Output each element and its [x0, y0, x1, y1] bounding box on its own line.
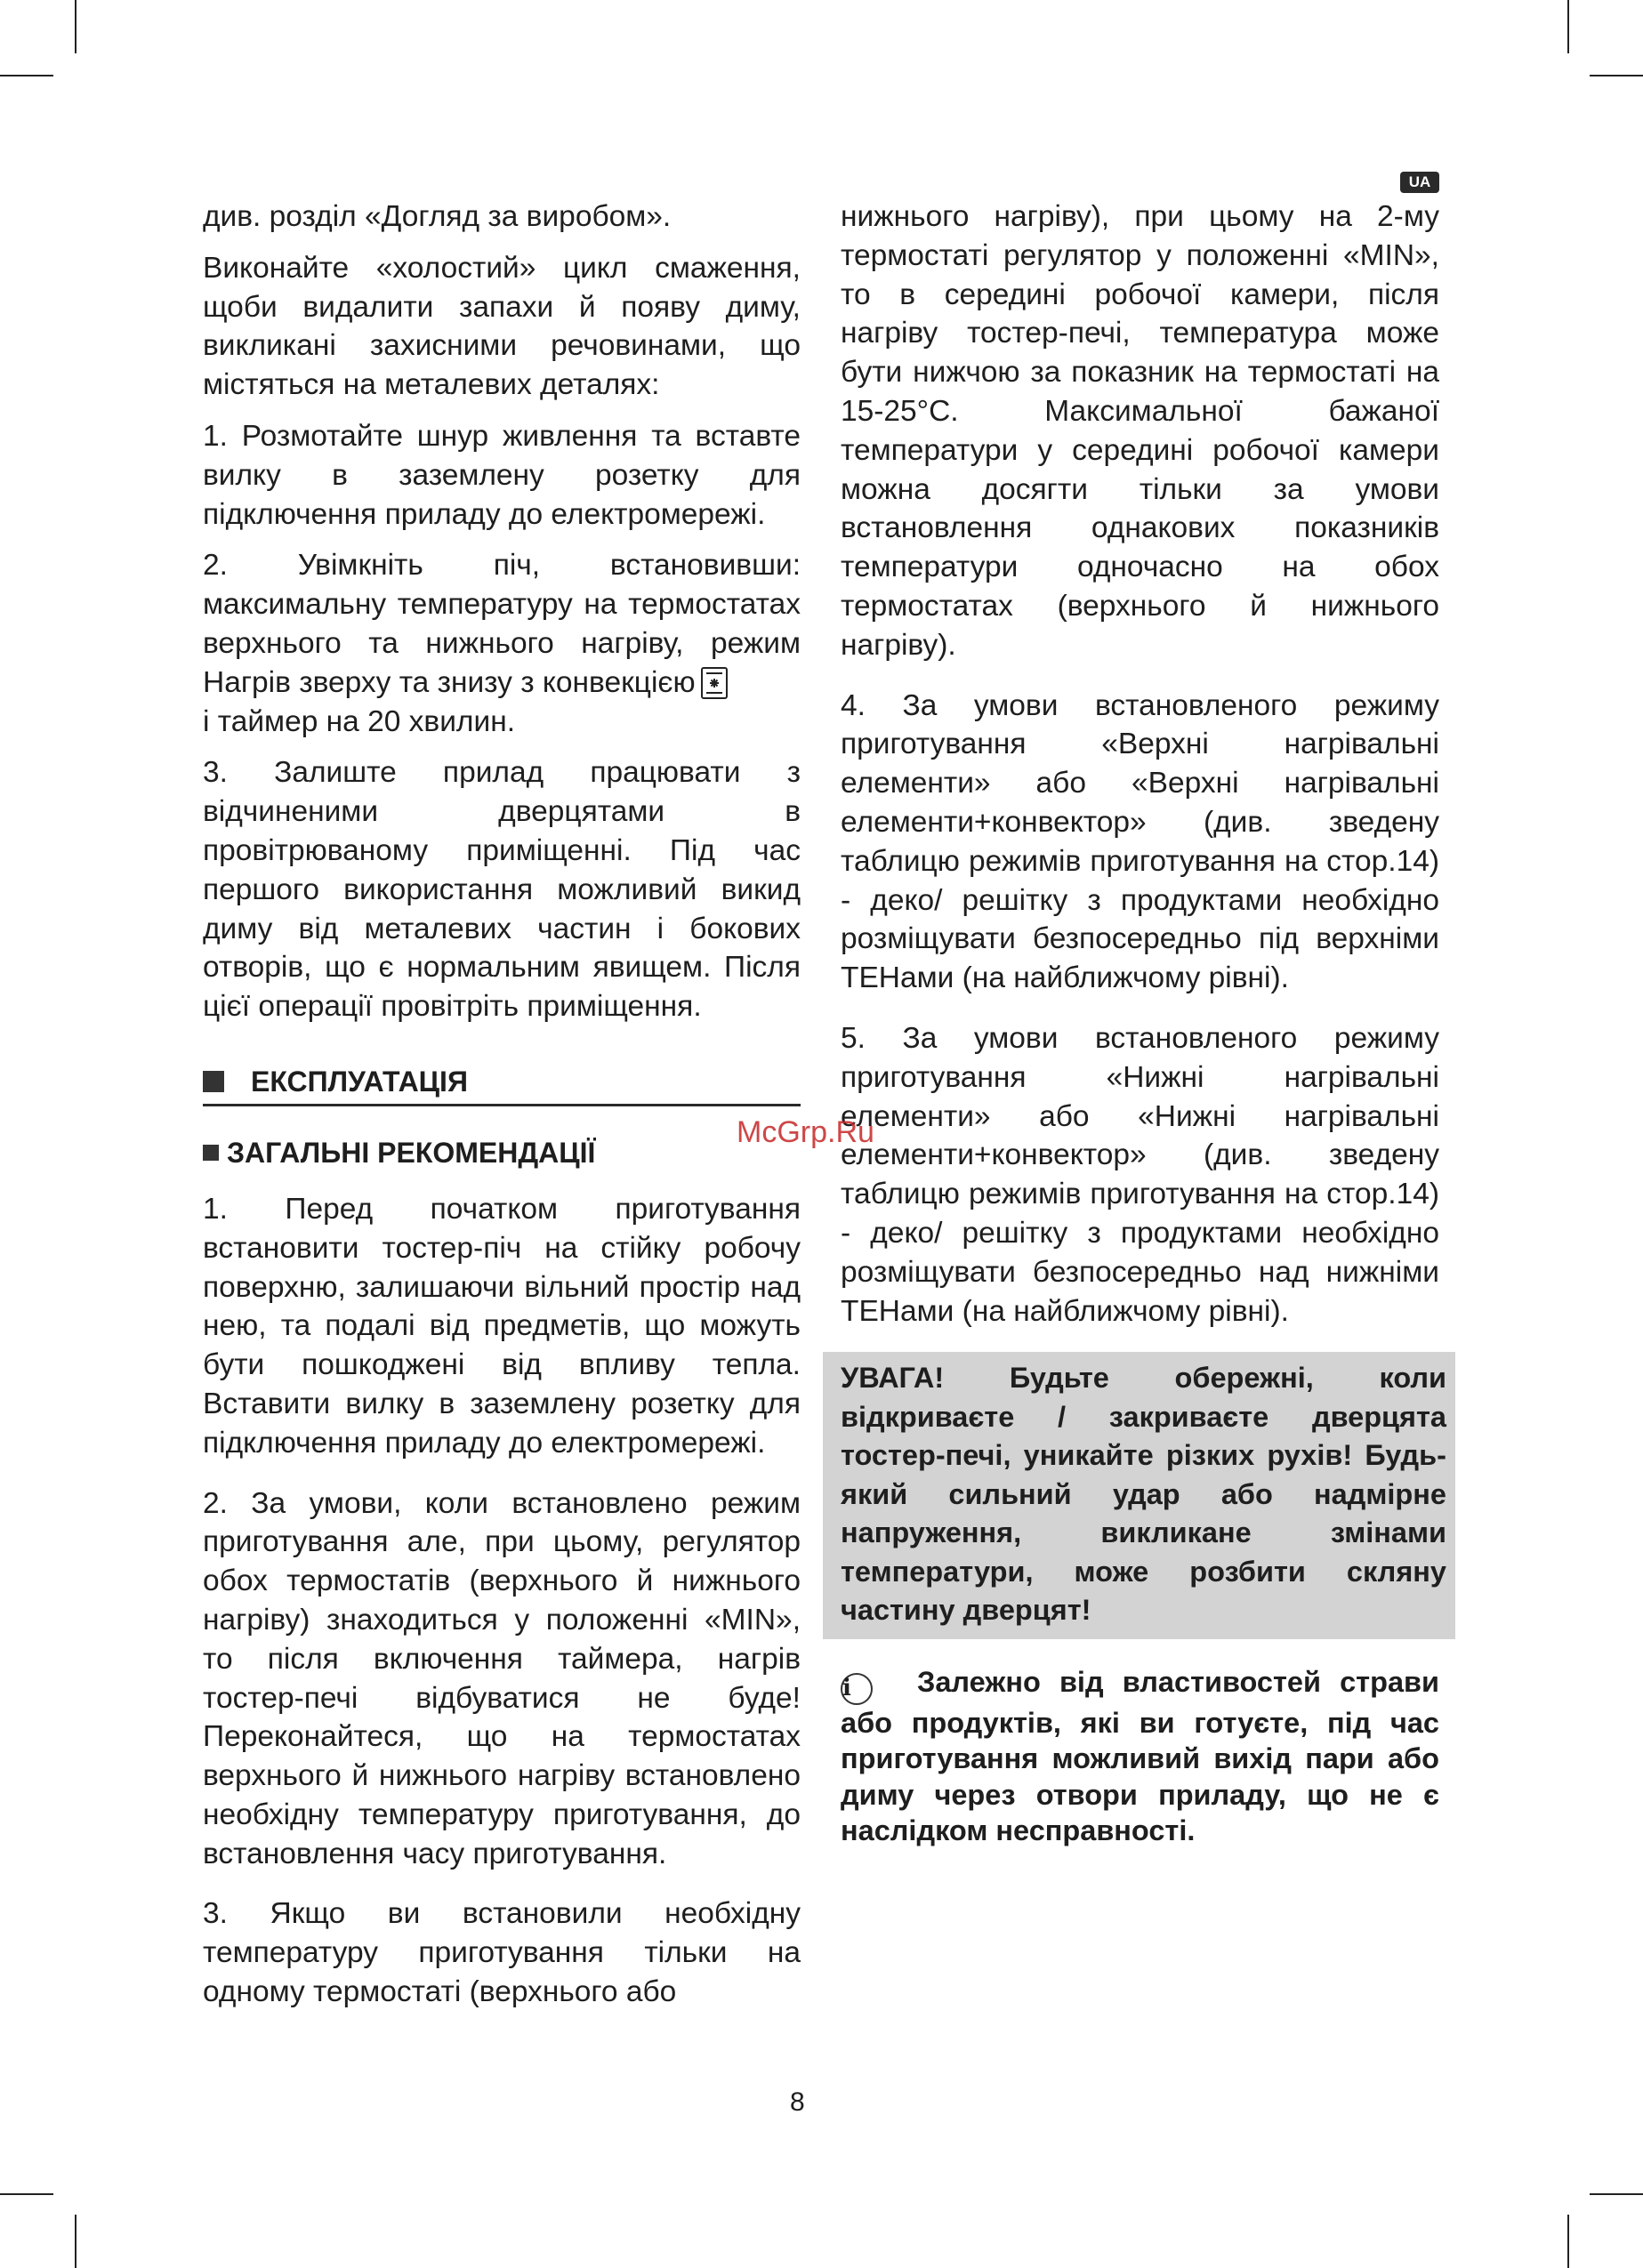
warning-box: УВАГА! Будьте обережні, коли відкриваєте / закриваєте дверцята тостер-печі, уникайте різких рухів! Будь-який сильний удар або надмірне напруження, викликане змінами температури, може розбити скляну частину дверцят!	[823, 1352, 1455, 1639]
recommendation-1: 1. Перед початком приготування встановити тостер-піч на стійку робочу поверхню, залишаючи вільний простір над нею, та подалі від предметів, що можуть бути пошкоджені від впливу тепла. Вставити вилку в заземлену розетку для підключення приладу до електромережі.	[203, 1192, 801, 1460]
left-column	[203, 197, 801, 2024]
step-2-tail: і таймер на 20 хвилин.	[203, 704, 515, 738]
square-bullet-icon	[203, 1145, 219, 1161]
step-2	[203, 546, 801, 741]
recommendation-2: 2. За умови, коли встановлено режим приготування але, при цьому, регулятор обох термостатів (верхнього й нижнього нагріву) знаходиться у положенні «MIN», то після включення таймера, нагрів тостер-печі відбуватися не буде! Переконайтеся, що на термостатах верхнього й нижнього нагріву встановлено необхідну температуру приготування, до встановлення часу приготування.	[203, 1486, 801, 1870]
step-1: 1. Розмотайте шнур живлення та вставте вилку в заземлену розетку для підключення приладу до електромережі.	[203, 419, 801, 531]
step-2-text: 2. Увімкніть піч, встановивши: максимальну температуру на термостатах верхнього та нижнього нагріву, режим Нагрів зверху та знизу з конвекцією	[203, 549, 801, 699]
step-3: 3. Залиште прилад працювати з відчиненими дверцятами в провітрюваному приміщенні. Під час першого використання можливий викид диму від металевих частин і бокових отворів, що є нормальним явищем. Після цієї операції провітріть приміщення.	[203, 756, 801, 1024]
crop-mark	[1567, 2215, 1569, 2268]
crop-mark	[1590, 2193, 1643, 2195]
right-column	[841, 197, 1446, 1849]
square-bullet-icon	[203, 1071, 224, 1092]
note-text: Залежно від властивостей страви або продуктів, які ви готуєте, під час приготування можливий вихід пари або диму через отвори приладу, що не є наслідком несправності.	[841, 1665, 1439, 1847]
page-number: 8	[790, 2087, 805, 2117]
crop-mark	[0, 2193, 53, 2195]
section-title: ЕКСПЛУАТАЦІЯ	[251, 1065, 468, 1098]
recommendation-3-start: 3. Якщо ви встановили необхідну температуру приготування тільки на одному термостаті (верхнього або	[203, 1897, 801, 2009]
recommendation-5: 5. За умови встановленого режиму приготування «Нижні нагрівальні елементи» або «Нижні нагрівальні елементи+конвектор» (див. зведену таблицю режимів приготування на стор.14) - деко/ решітку з продуктами необхідно розміщувати безпосередньо над нижніми ТЕНами (на найближчому рівні).	[841, 1021, 1439, 1328]
subsection-heading-general	[203, 1133, 801, 1172]
crop-mark	[1590, 75, 1643, 76]
section-heading-operation	[203, 1062, 801, 1106]
recommendation-4: 4. За умови встановленого режиму приготування «Верхні нагрівальні елементи» або «Верхні нагрівальні елементи+конвектор» (див. зведену таблицю режимів приготування на стор.14) - деко/ решітку з продуктами необхідно розміщувати безпосередньо під верхніми ТЕНами (на найближчому рівні).	[841, 688, 1439, 995]
language-badge: UA	[1400, 172, 1439, 193]
crop-mark	[75, 0, 77, 53]
convection-mode-icon	[701, 667, 728, 699]
recommendation-3-continued: нижнього нагріву), при цьому на 2-му термостаті регулятор у положенні «MIN», то в середині робочої камери, після нагріву тостер-печі, температура може бути нижчою за показник на термостаті на 15-25°C. Максимальної бажаної температури у середині робочої камери можна досягти тільки за умови встановлення однакових показників температури одночасно на обох термостатах (верхнього й нижнього нагріву).	[841, 200, 1439, 662]
info-note	[841, 1664, 1439, 1849]
watermark: McGrp.Ru	[737, 1115, 874, 1149]
intro-paragraph-1: див. розділ «Догляд за виробом».	[203, 200, 672, 233]
intro-paragraph-2: Виконайте «холостий» цикл смаження, щоби видалити запахи й появу диму, викликані захисними речовинами, що містяться на металевих деталях:	[203, 251, 801, 402]
info-icon: i	[841, 1673, 873, 1705]
crop-mark	[0, 75, 53, 76]
crop-mark	[75, 2215, 77, 2268]
subsection-title: ЗАГАЛЬНІ РЕКОМЕНДАЦІЇ	[227, 1136, 596, 1169]
crop-mark	[1567, 0, 1569, 53]
